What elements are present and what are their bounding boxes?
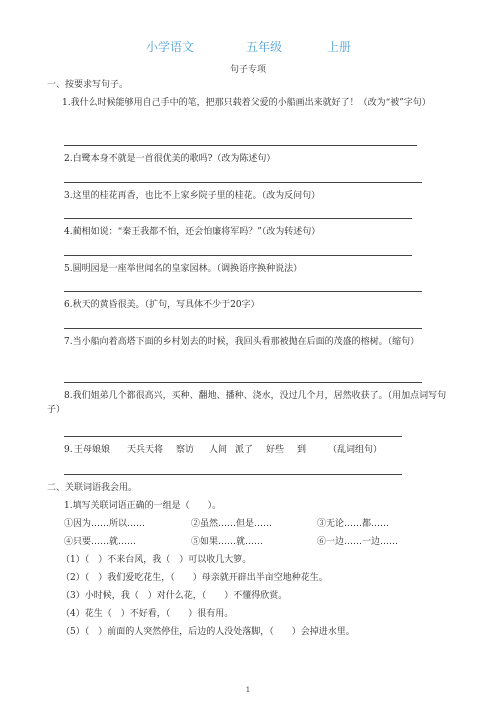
question-1-3: 3.这里的桂花再香，也比不上家乡院子里的桂花。（改为反问句） <box>64 191 321 201</box>
word-tile: 察访 <box>176 445 195 455</box>
option: ③无论……都…… <box>317 519 390 529</box>
page-number: 1 <box>245 686 251 694</box>
page-header <box>0 38 496 56</box>
answer-line[interactable] <box>64 328 422 329</box>
answer-line[interactable] <box>64 291 422 292</box>
fill-sentence[interactable]: （4）花生（ ）不好看，（ ）很有用。 <box>61 609 234 619</box>
fill-sentence[interactable]: （5）（ ）前面的人突然停住，后边的人没处落脚，（ ）会掉进水里。 <box>61 627 355 637</box>
section-1-title: 一、按要求写句子。 <box>47 80 129 90</box>
answer-line[interactable] <box>64 218 412 219</box>
answer-line[interactable] <box>64 182 422 183</box>
question-1-1: 1.我什么时候能够用自己手中的笔，把那只载着父爱的小船画出来就好了！（改为“被”字句） <box>62 98 431 108</box>
word-tile: 王母娘娘 <box>74 445 111 455</box>
word-tile: 人间 <box>209 445 228 455</box>
fill-sentence[interactable]: （2）（ ）我们爱吃花生，（ ）母亲就开辟出半亩空地种花生。 <box>61 573 328 583</box>
option: ②虽然……但是…… <box>191 519 273 529</box>
header-grade: 五年级 <box>246 40 283 54</box>
answer-line[interactable] <box>64 145 417 146</box>
question-1-8: 8.我们姐弟几个都很高兴，买种、翻地、播种、浇水，没过几个月，居然收获了。（用加点词写句子） <box>47 391 447 415</box>
word-tile: 到 <box>297 445 307 455</box>
answer-line[interactable] <box>64 382 422 383</box>
answer-line[interactable] <box>64 436 402 437</box>
option: ①因为……所以…… <box>64 519 146 529</box>
page-subtitle: 句子专项 <box>229 65 266 75</box>
question-1-7: 7.当小船向着高塔下面的乡村划去的时候，我回头看那被抛在后面的茂盛的榕树。（缩句） <box>64 337 420 347</box>
answer-line[interactable] <box>64 474 402 475</box>
question-2-1: 1.填写关联词语正确的一组是（ ）。 <box>64 501 222 511</box>
word-tile: 派了 <box>235 445 254 455</box>
header-term: 上册 <box>327 40 352 54</box>
option: ⑤如果……就…… <box>191 537 264 547</box>
word-tile: 好些 <box>266 445 285 455</box>
question-1-6: 6.秋天的黄昏很美。（扩句，写具体不少于20字） <box>64 300 260 310</box>
option: ⑥一边……一边…… <box>317 537 399 547</box>
document-page: 小学语文 五年级 上册 句子专项 一、按要求写句子。 1.我什么时候能够用自己手中的笔，把那只载着父爱的小船画出来就好了！（改为“被”字句） 2.白鹭本身不就是一首很优美的歌吗?（改为陈述句） 3.这里的桂花再香，也比不上家乡院子里的桂花。（改为反问句） 4.蔺相如说：“秦王我都不怕，还会怕廉将军吗？”（改为转述句） 5.圆明园是一座举世闻名的皇家园林。（调换语序换种说法） 6.秋天的黄昏很美。（扩句，写具体不少于20字） 7.当小船向着高塔下面的乡村划去的时候，我回头看那被抛在后面的茂盛的榕树。（缩句） 8.我们姐弟几个都很高兴，买种、翻地、播种、浇水，没过几个月，居然收获了。（用加点词写句子） 9. 王母娘娘 天兵天将 察访 人间 派了 好些 到 （乱词组句） 二、关联词语我会用。 1.填写关联词语正确的一组是（ ）。 ①因为……所以…… ②虽然……但是…… ③无论……都…… ④只要……就…… ⑤如果……就…… ⑥一边……一边…… （1）（ ）不来台风，我（ ）可以收几大箩。 （2）（ ）我们爱吃花生，（ ）母亲就开辟出半亩空地种花生。 （3）小时候，我（ ）对什么花，（ ）不懂得欣赏。 （4）花生（ ）不好看，（ ）很有用。 （5）（ ）前面的人突然停住，后边的人没处落脚，（ ）会掉进水里。 1 <box>0 0 496 702</box>
question-1-4: 4.蔺相如说：“秦王我都不怕，还会怕廉将军吗？”（改为转述句） <box>64 227 321 237</box>
question-1-5: 5.圆明园是一座举世闻名的皇家园林。（调换语序换种说法） <box>64 264 303 274</box>
question-note: （乱词组句） <box>328 445 383 455</box>
question-1-2: 2.白鹭本身不就是一首很优美的歌吗?（改为陈述句） <box>64 154 276 164</box>
option: ④只要……就…… <box>64 537 137 547</box>
word-tile: 天兵天将 <box>127 445 164 455</box>
answer-line[interactable] <box>64 255 412 256</box>
fill-sentence[interactable]: （1）（ ）不来台风，我（ ）可以收几大箩。 <box>61 555 252 565</box>
fill-sentence[interactable]: （3）小时候，我（ ）对什么花，（ ）不懂得欣赏。 <box>61 591 288 601</box>
section-2-title: 二、关联词语我会用。 <box>47 483 138 493</box>
header-subject: 小学语文 <box>146 40 195 54</box>
